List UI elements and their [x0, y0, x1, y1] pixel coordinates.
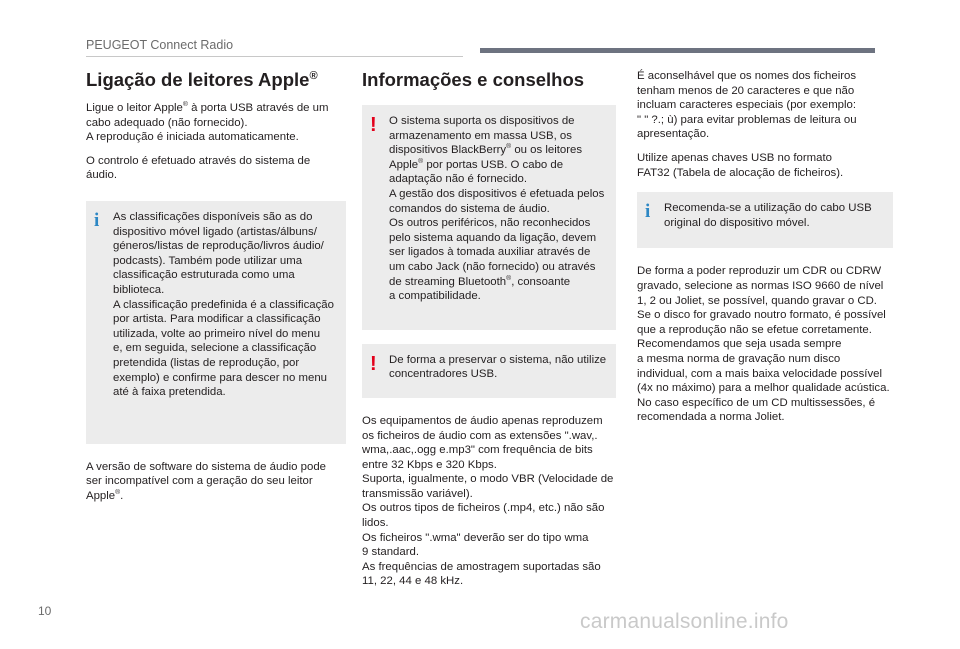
header-rule-left [86, 56, 463, 57]
info-icon: i [645, 201, 651, 223]
text-line: Apple [86, 489, 116, 502]
text-line: O sistema suporta os dispositivos de [389, 115, 575, 127]
text-line: ou os leitores [511, 144, 583, 157]
text-line: dispositivo móvel ligado (artistas/álbuns/ [113, 225, 317, 238]
text-line: ser incompatível com a geração do seu leitor [86, 475, 313, 488]
text-line: pelo sistema aquando da ligação, devem [389, 231, 597, 244]
warning-icon: ! [370, 352, 377, 375]
text-line: A classificação predefinida é a classificação [113, 298, 334, 311]
middle-column [362, 69, 616, 598]
info-note-box [86, 201, 346, 444]
paragraph-audio-formats [362, 414, 616, 589]
paragraph-apple-connect [86, 101, 346, 145]
text-line: que a reprodução não se efetue corretamente. [637, 323, 872, 336]
text-line: Se o disco for gravado noutro formato, é possível [637, 309, 886, 322]
text-line: tenham menos de 20 caracteres e que não [637, 84, 855, 97]
text-line: 1, 2 ou Joliet, se possível, quando gravar o CD. [637, 294, 877, 307]
text-line: Os equipamentos de áudio apenas reproduzem [362, 414, 603, 427]
text-line: Os outros periféricos, não reconhecidos [389, 217, 591, 230]
text-line: armazenamento em massa USB, os [389, 129, 572, 142]
text-line: 9 standard. [362, 546, 419, 559]
info-note-text [664, 201, 885, 230]
text-line: Ligue o leitor Apple [86, 102, 183, 114]
text-line: utilizada, volte ao primeiro nível do menu [113, 327, 321, 340]
text-line: áudio. [86, 169, 118, 182]
registered-mark: ® [309, 69, 318, 82]
text-line: exemplo) e confirme para descer no menu [113, 371, 327, 384]
text-line: apresentação. [637, 128, 710, 141]
text-line: Suporta, igualmente, o modo VBR (Velocidade de [362, 473, 614, 486]
info-note-text [113, 210, 338, 400]
text-line: A versão de software do sistema de áudio pode [86, 460, 326, 473]
text-line: os ficheiros de áudio com as extensões ".wav,. [362, 429, 598, 442]
text-line: Recomenda-se a utilização do cabo USB [664, 202, 872, 215]
text-line: biblioteca. [113, 283, 165, 296]
text-line: wma,.aac,.ogg e.mp3" com frequência de bits [362, 444, 593, 457]
text-line: incluam caracteres especiais (por exemplo: [637, 99, 857, 112]
text-line: Os outros tipos de ficheiros (.mp4, etc.) não são [362, 502, 605, 515]
text-line: " " ?.; ù) para evitar problemas de leitura ou [637, 113, 857, 126]
text-line: dispositivos BlackBerry [389, 144, 507, 157]
page-number: 10 [38, 604, 52, 618]
text-line: recomendada a norma Joliet. [637, 411, 785, 424]
text-line: Os ficheiros ".wma" deverão ser do tipo wma [362, 531, 589, 544]
text-line: e, em seguida, selecione a classificação [113, 342, 317, 355]
text-line: Recomendamos que seja usada sempre [637, 338, 842, 351]
text-line: transmissão variável). [362, 487, 473, 500]
running-header: PEUGEOT Connect Radio [86, 38, 234, 52]
header-bar-right [480, 48, 875, 53]
text-line: De forma a poder reproduzir um CDR ou CDRW [637, 265, 882, 278]
text-line: original do dispositivo móvel. [664, 216, 810, 229]
text-line: ser ligados à tomada auxiliar através de [389, 246, 591, 259]
text-line: gravado, selecione as normas ISO 9660 de nível [637, 279, 884, 292]
text-line: (4x no máximo) para a melhor qualidade acústica. [637, 382, 890, 395]
text-line: classificação estruturada como uma [113, 269, 295, 282]
paragraph-file-names [637, 69, 893, 142]
right-column [637, 69, 893, 434]
info-note-box-cable [637, 192, 893, 248]
text-line: por portas USB. O cabo de [423, 158, 564, 171]
text-line: No caso específico de um CD multissessões, é [637, 396, 876, 409]
paragraph-software-version [86, 460, 346, 504]
text-line: adaptação não é fornecido. [389, 173, 528, 186]
registered-mark: ® [115, 489, 121, 497]
text-line: , consoante [511, 275, 571, 288]
text-line: podcasts). Também pode utilizar uma [113, 254, 303, 267]
text-line: a compatibilidade. [389, 290, 481, 303]
warning-box-hub [362, 344, 616, 398]
text-line: géneros/listas de reprodução/livros áudio/ [113, 240, 324, 253]
heading-text: Ligação de leitores Apple [86, 69, 310, 90]
text-line: De forma a preservar o sistema, não utilize [389, 353, 607, 366]
section-heading-info: Informações e conselhos [362, 69, 585, 90]
warning-text [389, 353, 608, 382]
text-line: É aconselhável que os nomes dos ficheiros [637, 70, 857, 82]
section-heading-apple [86, 69, 346, 91]
paragraph-cd-formats [637, 264, 893, 425]
text-line: de streaming Bluetooth [389, 275, 507, 288]
text-line: Utilize apenas chaves USB no formato [637, 151, 833, 164]
watermark: carmanualsonline.info [580, 610, 789, 633]
warning-text [389, 114, 608, 304]
registered-mark: ® [418, 157, 424, 165]
text-line: A reprodução é iniciada automaticamente. [86, 131, 299, 144]
text-line: Apple [389, 158, 419, 171]
text-line: As classificações disponíveis são as do [113, 210, 313, 223]
text-line: comandos do sistema de áudio. [389, 202, 550, 215]
warning-box-usb [362, 105, 616, 330]
text-line: . [120, 489, 124, 502]
text-line: por artista. Para modificar a classificação [113, 313, 321, 326]
registered-mark: ® [506, 274, 512, 282]
text-line: um cabo Jack (não fornecido) ou através [389, 260, 596, 273]
text-line: FAT32 (Tabela de alocação de ficheiros). [637, 166, 844, 179]
registered-mark: ® [182, 101, 188, 109]
text-line: lidos. [362, 517, 389, 530]
text-line: A gestão dos dispositivos é efetuada pelos [389, 187, 605, 200]
text-line: à porta USB através de um [187, 102, 329, 114]
registered-mark: ® [506, 143, 512, 151]
text-line: pretendida (listas de reprodução, por [113, 356, 300, 369]
text-line: a mesma norma de gravação num disco [637, 352, 841, 365]
paragraph-usb-format [637, 151, 893, 180]
paragraph-control [86, 154, 346, 183]
info-icon: i [94, 209, 100, 231]
warning-icon: ! [370, 114, 377, 136]
text-line: até à faixa pretendida. [113, 386, 226, 399]
text-line: As frequências de amostragem suportadas são [362, 560, 601, 573]
text-line: 11, 22, 44 e 48 kHz. [362, 575, 464, 588]
text-line: concentradores USB. [389, 368, 498, 381]
left-column [86, 69, 346, 512]
text-line: entre 32 Kbps e 320 Kbps. [362, 458, 497, 471]
text-line: O controlo é efetuado através do sistema de [86, 154, 311, 167]
text-line: cabo adequado (não fornecido). [86, 116, 248, 129]
text-line: individual, com a mais baixa velocidade possível [637, 367, 883, 380]
